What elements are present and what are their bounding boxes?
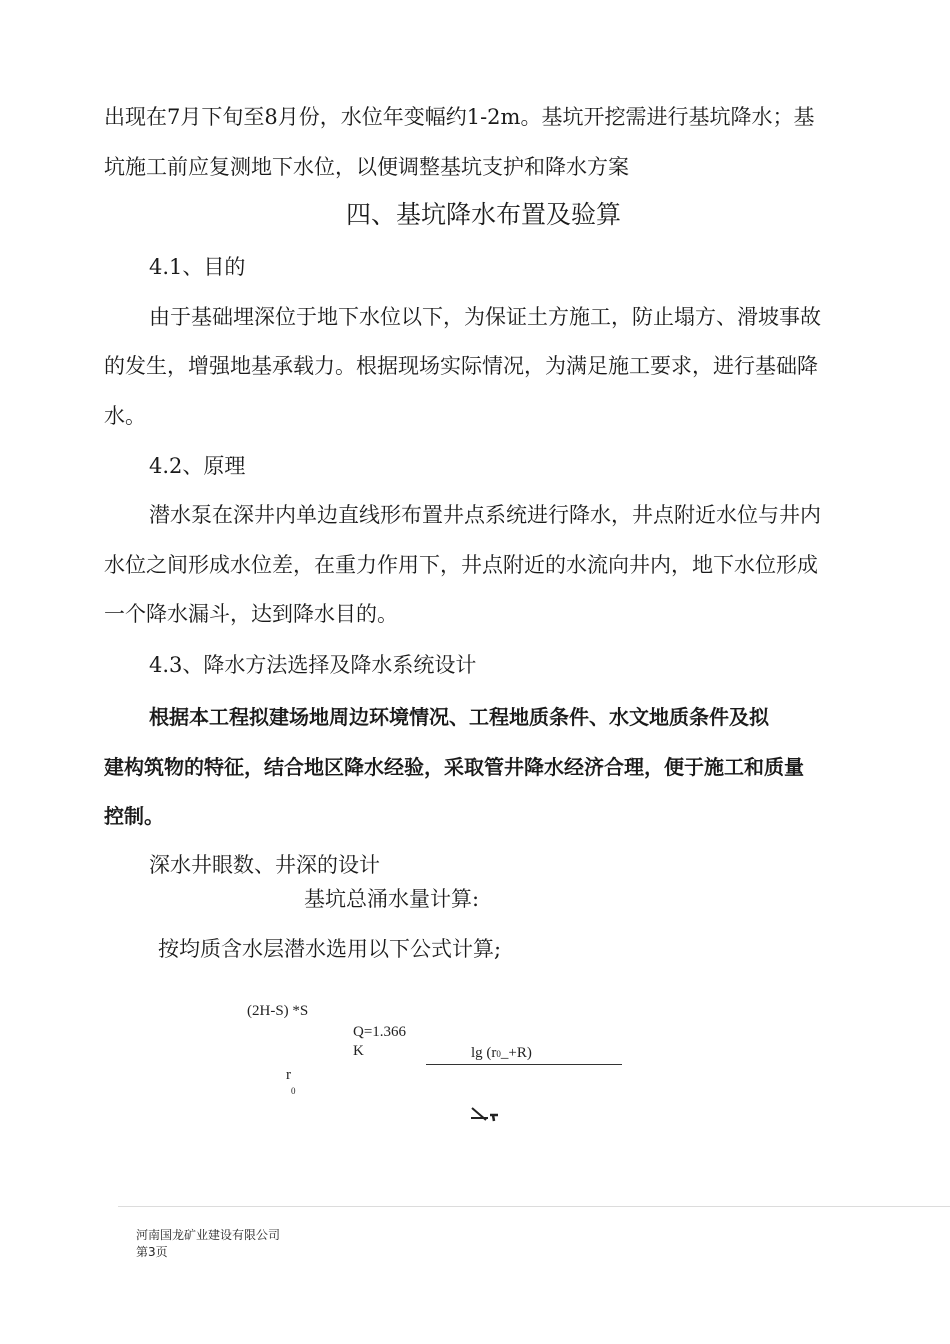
formula-denominator — [471, 1045, 532, 1062]
paragraph-line: 的发生，增强地基承载力。根据现场实际情况，为满足施工要求，进行基础降 — [104, 354, 818, 378]
footer-page-number: 第3页 — [136, 1245, 168, 1259]
paragraph-line: 根据本工程拟建场地周边环境情况、工程地质条件、水文地质条件及拟 — [149, 705, 769, 729]
fraction-line — [426, 1064, 622, 1065]
paragraph-line: 深水井眼数、井深的设计 — [149, 853, 380, 877]
formula-denominator-suffix: _+R) — [500, 1045, 532, 1061]
paragraph-line: 一个降水漏斗，达到降水目的。 — [104, 602, 398, 626]
subsection-heading-4-3: 4.3、降水方法选择及降水系统设计 — [149, 653, 477, 677]
paragraph-line: 水。 — [104, 404, 146, 428]
formula-denominator-prefix: lg (r — [471, 1045, 497, 1061]
formula-q-label: Q=1.366 — [353, 1024, 407, 1040]
paragraph-line: 水位之间形成水位差，在重力作用下，井点附近的水流向井内，地下水位形成 — [104, 553, 818, 577]
paragraph-line: 控制。 — [104, 804, 164, 828]
paragraph-line: 坑施工前应复测地下水位，以便调整基坑支护和降水方案 — [104, 155, 629, 179]
section-heading: 四、基坑降水布置及验算 — [346, 200, 622, 229]
paragraph-line: 基坑总涌水量计算: — [304, 887, 480, 911]
formula-k-label: K — [353, 1043, 364, 1059]
paragraph-line: 按均质含水层潜水选用以下公式计算; — [158, 937, 502, 961]
formula-numerator: (2H-S) *S — [247, 1003, 309, 1019]
formula-r-subscript: 0 — [291, 1086, 296, 1096]
paragraph-line: 由于基础埋深位于地下水位以下，为保证土方施工，防止塌方、滑坡事故 — [149, 305, 821, 329]
paragraph-line: 建构筑物的特征，结合地区降水经验，采取管井降水经济合理，便于施工和质量 — [104, 755, 804, 779]
scribble-glyph — [468, 1104, 502, 1124]
footer-company: 河南国龙矿业建设有限公司 — [136, 1228, 281, 1242]
formula-r-label: r — [286, 1067, 291, 1083]
subsection-heading-4-1: 4.1、目的 — [149, 255, 246, 279]
formula-denominator-sub: 0 — [496, 1049, 501, 1059]
subsection-heading-4-2: 4.2、原理 — [149, 454, 246, 478]
paragraph-line: 潜水泵在深井内单边直线形布置井点系统进行降水，井点附近水位与井内 — [149, 503, 821, 527]
paragraph-line: 出现在7月下旬至8月份，水位年变幅约1-2m。基坑开挖需进行基坑降水；基 — [104, 105, 815, 129]
footer-divider — [118, 1206, 950, 1207]
formula-scribble-icon — [468, 1104, 502, 1129]
